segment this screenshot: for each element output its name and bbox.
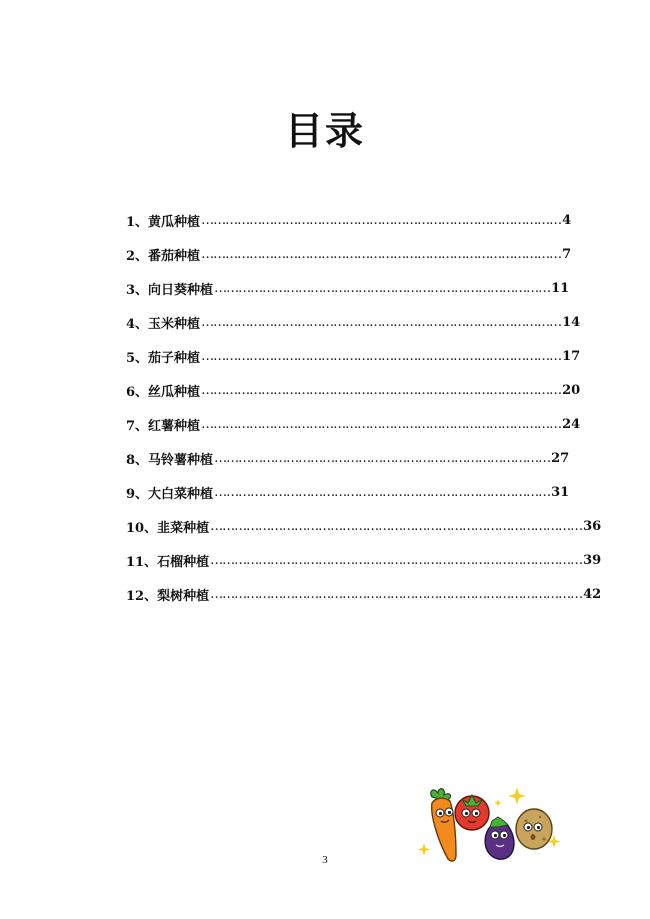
- toc-entry-page: 7: [562, 246, 572, 262]
- toc-entry-page: 11: [551, 280, 570, 296]
- vegetable-characters-icon: [418, 785, 560, 865]
- toc-leader-dots: ………………………………………………………………………………: [201, 382, 562, 398]
- toc-leader-dots: ………………………………………………………………………………: [201, 246, 562, 262]
- toc-leader-dots: …………………………………………………………………………: [214, 450, 551, 466]
- toc-entry: [126, 271, 570, 305]
- toc-entry-label: 丝瓜种植: [148, 384, 201, 400]
- toc-entry-number: 10、: [126, 520, 158, 536]
- toc-leader-dots: …………………………………………………………………………: [214, 280, 551, 296]
- toc-entry: [126, 305, 581, 339]
- toc-entry-number: 2、: [126, 248, 149, 264]
- toc-entry: [126, 339, 581, 373]
- toc-entry-label: 黄瓜种植: [148, 214, 201, 230]
- toc-leader-dots: …………………………………………………………………………………: [210, 518, 583, 534]
- toc-entry-number: 8、: [126, 452, 149, 468]
- carrot-character: [431, 789, 456, 861]
- toc-entry-number: 1、: [126, 214, 149, 230]
- toc-leader-dots: ………………………………………………………………………………: [201, 212, 562, 228]
- toc-entry-label: 韭菜种植: [157, 520, 210, 536]
- toc-entry: [126, 509, 602, 543]
- toc-entry-label: 茄子种植: [148, 350, 201, 366]
- toc-entry-page: 20: [562, 382, 581, 398]
- page-title: 目录: [284, 109, 365, 153]
- toc-leader-dots: ………………………………………………………………………………: [201, 348, 562, 364]
- toc-entry-page: 42: [583, 586, 602, 602]
- toc-entry-label: 石榴种植: [157, 554, 210, 570]
- toc-entry: [126, 237, 572, 271]
- toc-entry-page: 31: [551, 484, 570, 500]
- toc-entry-label: 红薯种植: [148, 418, 201, 434]
- toc-entry: [126, 543, 602, 577]
- toc-leader-dots: ………………………………………………………………………………: [201, 416, 562, 432]
- toc-entry-number: 7、: [126, 418, 149, 434]
- toc-entry-page: 39: [583, 552, 602, 568]
- toc-entry-number: 4、: [126, 316, 149, 332]
- toc-leader-dots: ………………………………………………………………………………: [201, 314, 562, 330]
- toc-entry-page: 27: [551, 450, 570, 466]
- toc-leader-dots: …………………………………………………………………………: [214, 484, 551, 500]
- toc-leader-dots: …………………………………………………………………………………: [210, 586, 583, 602]
- toc-entry: [126, 203, 572, 237]
- toc-leader-dots: …………………………………………………………………………………: [210, 552, 583, 568]
- toc-entry-label: 玉米种植: [148, 316, 201, 332]
- toc-entry: [126, 441, 570, 475]
- toc-entry: [126, 373, 581, 407]
- page-number: 3: [322, 854, 328, 866]
- toc-entry-label: 大白菜种植: [148, 486, 214, 502]
- toc-entry-number: 5、: [126, 350, 149, 366]
- toc-entry-page: 24: [562, 416, 581, 432]
- toc-entry-number: 3、: [126, 282, 149, 298]
- toc-entry-page: 36: [583, 518, 602, 534]
- toc-entry: [126, 407, 581, 441]
- toc-entry-page: 14: [562, 314, 581, 330]
- toc-entry-number: 12、: [126, 588, 158, 604]
- eggplant-character: [485, 817, 514, 859]
- potato-character: [516, 809, 552, 849]
- toc-entry-number: 9、: [126, 486, 149, 502]
- toc-entry-label: 梨树种植: [157, 588, 210, 604]
- table-of-contents: [126, 203, 602, 611]
- toc-entry: [126, 577, 602, 611]
- toc-entry-page: 17: [562, 348, 581, 364]
- toc-entry-page: 4: [562, 212, 572, 228]
- tomato-character: [455, 795, 489, 830]
- toc-entry-label: 番茄种植: [148, 248, 201, 264]
- toc-entry-label: 马铃薯种植: [148, 452, 214, 468]
- toc-entry-label: 向日葵种植: [148, 282, 214, 298]
- toc-entry-number: 6、: [126, 384, 149, 400]
- toc-entry: [126, 475, 570, 509]
- toc-entry-number: 11、: [126, 554, 158, 570]
